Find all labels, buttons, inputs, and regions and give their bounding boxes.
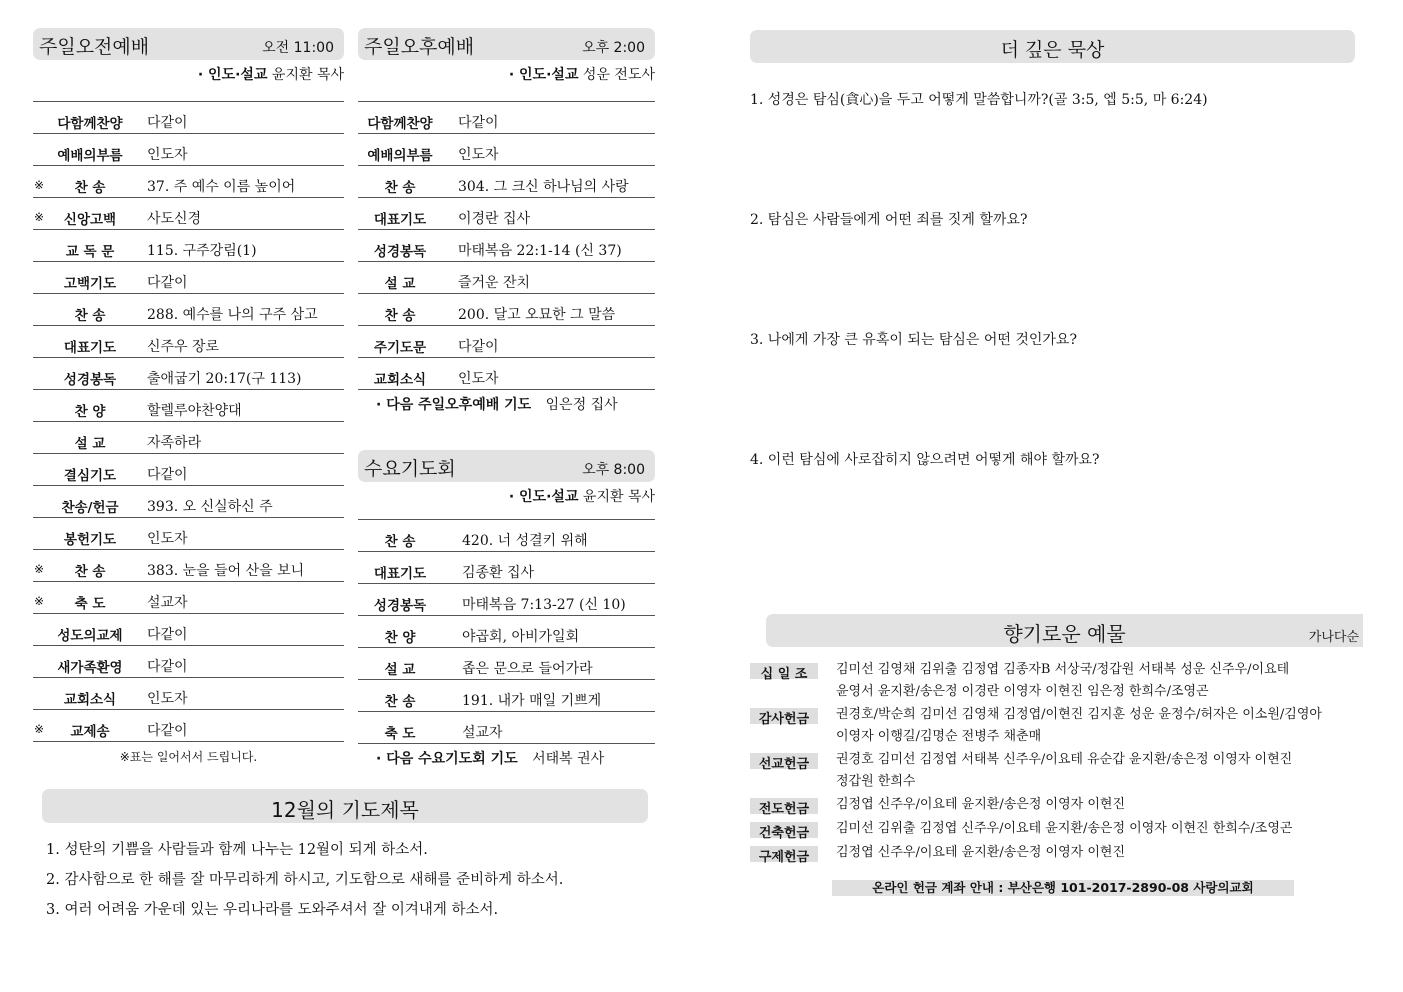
order-value: 이경란 집사 [458,211,531,227]
order-label: 결심기도 [63,468,117,484]
afternoon-leader-label: · 인도·설교 [508,67,579,83]
order-row [33,230,344,262]
wednesday-next-label: · 다음 수요기도회 기도 [376,751,518,767]
order-label: 대표기도 [373,212,427,228]
order-row [33,486,344,518]
order-value: 출애굽기 20:17(구 113) [147,371,302,387]
morning-time: 오전 11:00 [262,40,334,56]
order-row [358,552,655,584]
order-label: 설 교 [384,662,416,678]
order-value: 다같이 [147,627,188,643]
morning-title: 주일오전예배 [39,36,150,58]
prayer-header [42,789,648,823]
wednesday-service [358,450,655,768]
order-row [358,134,655,166]
order-value: 할렐루야찬양대 [147,403,242,419]
order-value: 37. 주 예수 이름 높이어 [147,179,296,195]
prayer-list [46,835,648,925]
order-value: 야곱회, 아비가일회 [462,629,580,645]
wednesday-title: 수요기도회 [364,458,456,480]
prayer-item: 1. 성탄의 기쁨을 사람들과 함께 나누는 12월이 되게 하소서. [46,842,428,858]
offering-names-line: 김미선 김영채 김위출 김정엽 김종자B 서상국/정갑원 서태복 성운 신주우/이요테 [836,662,1290,677]
order-row [358,520,655,552]
order-label: 교회소식 [63,692,117,708]
order-label: 교회소식 [373,372,427,388]
order-value: 다같이 [147,467,188,483]
order-label: 주기도문 [373,340,427,356]
order-label: 새가족환영 [57,660,123,676]
order-value: 288. 예수를 나의 구주 삼고 [147,307,318,323]
order-row [358,166,655,198]
order-row [358,712,655,744]
order-label: 고백기도 [63,276,117,292]
order-label: 찬 송 [74,180,106,196]
order-row [33,550,344,582]
order-label: 축 도 [74,596,106,612]
standing-note: ※표는 일어서서 드립니다. [119,750,258,764]
order-row [33,390,344,422]
offering-label: 건축헌금 [750,822,818,838]
morning-leader [33,64,344,84]
order-row [358,358,655,390]
order-row [33,166,344,198]
order-label: 다함께찬양 [367,116,433,132]
standing-mark: ※ [34,722,45,736]
order-row [358,230,655,262]
order-row [33,294,344,326]
order-value: 다같이 [458,339,499,355]
wednesday-time: 오후 8:00 [582,462,645,478]
order-value: 다같이 [147,275,188,291]
offering-names [836,818,1366,840]
order-label: 찬 송 [384,180,416,196]
offering-label: 감사헌금 [750,708,818,724]
offering-names-line: 권경호/박순희 김미선 김영채 김정엽/이현진 김지훈 성운 윤정수/허자은 이소원/김영아 [836,707,1322,722]
order-label: 찬 송 [384,534,416,550]
order-value: 인도자 [147,531,188,547]
order-row [33,358,344,390]
order-value: 설교자 [147,595,188,611]
standing-mark: ※ [34,562,45,576]
offering-names-line: 정갑원 한희수 [836,774,916,789]
order-label: 찬 송 [384,694,416,710]
order-label: 축 도 [384,726,416,742]
offering-names [836,704,1366,748]
offering-label: 선교헌금 [750,753,818,769]
order-row [33,134,344,166]
afternoon-order [358,101,655,390]
offering-label: 전도헌금 [750,798,818,814]
order-value: 사도신경 [147,211,202,227]
order-label: 찬 송 [74,308,106,324]
prayer-topics [42,789,648,925]
order-value: 마태복음 22:1-14 (신 37) [458,243,622,259]
order-value: 다같이 [147,659,188,675]
offering-names [836,842,1366,864]
afternoon-time: 오후 2:00 [582,40,645,56]
offering-label: 구제헌금 [750,846,818,862]
morning-leader-label: · 인도·설교 [197,67,268,83]
order-label: 다함께찬양 [57,116,123,132]
order-label: 설 교 [384,276,416,292]
order-label: 교제송 [70,724,110,740]
afternoon-leader-name: 성운 전도사 [582,67,655,83]
order-label: 찬 양 [74,404,106,420]
order-row [33,198,344,230]
order-row [33,614,344,646]
order-row [33,710,344,742]
order-label: 성경봉독 [63,372,117,388]
order-row [358,648,655,680]
wednesday-order [358,519,655,744]
order-row [33,326,344,358]
meditation-title: 더 깊은 묵상 [1000,39,1105,61]
offering-order: 가나다순 [1308,630,1359,645]
wednesday-header [358,450,655,482]
afternoon-header [358,28,655,60]
offering-names [836,794,1366,816]
meditation-question: 3. 나에게 가장 큰 유혹이 되는 탐심은 어떤 것인가요? [750,332,1077,348]
morning-service [33,28,344,765]
order-value: 다같이 [147,115,188,131]
wednesday-leader-name: 윤지환 목사 [582,489,655,505]
offering-names-line: 윤영서 윤지환/송은정 이경란 이영자 이현진 임은정 한희수/조영곤 [836,684,1209,699]
offering-names-line: 김미선 김위출 김정엽 신주우/이요테 윤지환/송은정 이영자 이현진 한희수/조영곤 [836,821,1293,836]
offering-title: 향기로운 예물 [1003,622,1126,646]
order-label: 예배의부름 [367,148,433,164]
order-label: 찬 송 [384,308,416,324]
order-label: 봉헌기도 [63,532,117,548]
afternoon-next-label: · 다음 주일오후예배 기도 [376,397,532,413]
prayer-item: 3. 여러 어려움 가운데 있는 우리나라를 도와주셔서 잘 이겨내게 하소서. [46,902,499,918]
order-value: 115. 구주강림(1) [147,243,257,259]
afternoon-leader [358,64,655,84]
order-label: 신앙고백 [63,212,117,228]
order-value: 420. 너 성결키 위해 [462,533,588,549]
order-label: 찬 송 [74,564,106,580]
order-row [358,262,655,294]
order-row [33,102,344,134]
order-label: 성경봉독 [373,598,427,614]
order-row [358,584,655,616]
wednesday-next-prayer [376,748,655,768]
order-row [33,582,344,614]
order-row [358,294,655,326]
standing-mark: ※ [34,178,45,192]
order-value: 393. 오 신실하신 주 [147,499,273,515]
order-value: 304. 그 크신 하나님의 사랑 [458,179,629,195]
order-value: 인도자 [458,371,499,387]
order-label: 성도의교제 [57,628,123,644]
order-row [33,518,344,550]
order-value: 즐거운 잔치 [458,275,531,291]
order-value: 자족하라 [147,435,202,451]
order-value: 설교자 [462,725,503,741]
order-label: 찬 양 [384,630,416,646]
order-row [358,102,655,134]
order-value: 인도자 [147,691,188,707]
offering-names-line: 권경호 김미선 김정엽 서태복 신주우/이요테 유순갑 윤지환/송은정 이영자 이현진 [836,752,1293,767]
order-value: 김종환 집사 [462,565,535,581]
order-label: 찬송/헌금 [61,500,119,516]
order-value: 다같이 [147,723,188,739]
order-value: 인도자 [458,147,499,163]
offering-names-line: 김정엽 신주우/이요테 윤지환/송은정 이영자 이현진 [836,797,1126,812]
meditation-header [750,30,1355,63]
order-value: 신주우 장로 [147,339,220,355]
order-label: 설 교 [74,436,106,452]
offering-names [836,659,1366,703]
offering-header [766,614,1363,647]
morning-order [33,101,344,742]
wednesday-leader [358,486,655,506]
order-value: 191. 내가 매일 기쁘게 [462,693,602,709]
afternoon-next-prayer [376,394,655,414]
prayer-title: 12월의 기도제목 [271,798,419,822]
meditation-question: 2. 탐심은 사람들에게 어떤 죄를 짓게 할까요? [750,212,1028,228]
order-value: 200. 달고 오묘한 그 말씀 [458,307,616,323]
order-label: 대표기도 [63,340,117,356]
offering-names-line: 김정엽 신주우/이요테 윤지환/송은정 이영자 이현진 [836,845,1126,860]
order-value: 다같이 [458,115,499,131]
offering-names [836,749,1366,793]
order-row [33,678,344,710]
order-row [358,198,655,230]
order-row [358,680,655,712]
order-row [358,616,655,648]
wednesday-next-name: 서태복 권사 [532,751,605,767]
prayer-item: 2. 감사함으로 한 해를 잘 마무리하게 하시고, 기도함으로 새해를 준비하게 하소서. [46,872,564,888]
order-row [33,422,344,454]
wednesday-leader-label: · 인도·설교 [508,489,579,505]
account-info [832,880,1294,896]
standing-mark: ※ [34,594,45,608]
order-row [33,262,344,294]
order-label: 예배의부름 [57,148,123,164]
offering-label: 십 일 조 [750,663,818,679]
standing-mark: ※ [34,210,45,224]
morning-header [33,28,344,60]
account-text: 온라인 헌금 계좌 안내 : 부산은행 101-2017-2890-08 사랑의교회 [872,880,1254,895]
order-label: 대표기도 [373,566,427,582]
afternoon-service [358,28,655,414]
afternoon-title: 주일오후예배 [364,36,475,58]
order-value: 383. 눈을 들어 산을 보니 [147,563,305,579]
order-value: 마태복음 7:13-27 (신 10) [462,597,626,613]
order-value: 인도자 [147,147,188,163]
order-label: 교 독 문 [65,244,115,260]
order-row [33,646,344,678]
order-row [358,326,655,358]
order-value: 좁은 문으로 들어가라 [462,661,593,677]
order-row [33,454,344,486]
morning-leader-name: 윤지환 목사 [271,67,344,83]
afternoon-next-name: 임은정 집사 [545,397,618,413]
order-label: 성경봉독 [373,244,427,260]
offering-names-line: 이영자 이행길/김명순 전병주 채춘매 [836,729,1042,744]
meditation-question: 1. 성경은 탐심(貪心)을 두고 어떻게 말씀합니까?(골 3:5, 엡 5:5, 마 6:24) [750,92,1208,108]
meditation-question: 4. 이런 탐심에 사로잡히지 않으려면 어떻게 해야 할까요? [750,452,1100,468]
